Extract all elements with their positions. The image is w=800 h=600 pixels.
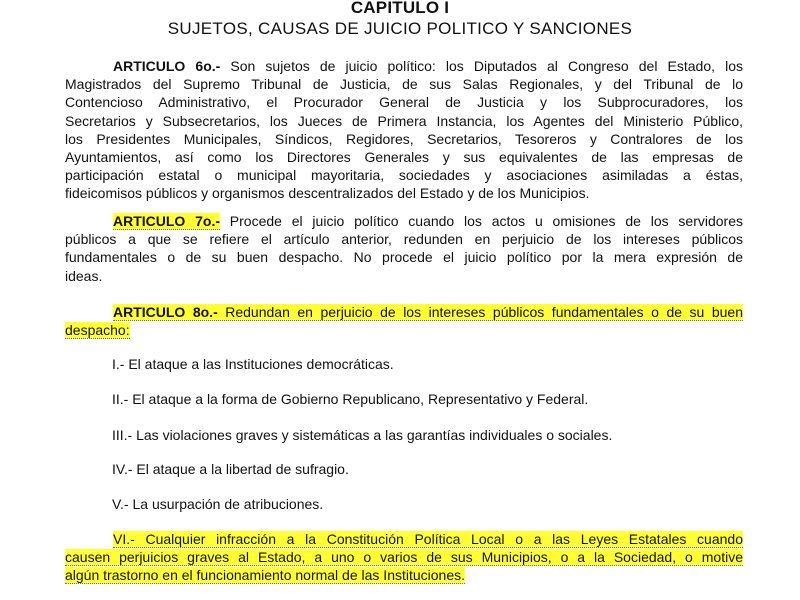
article-6-line: fideicomisos públicos y organismos descentralizados del Estado y de los Municipios. <box>65 185 590 202</box>
article-7-line: fundamentales o de su buen despacho. No procede el juicio político por la mera expresión de <box>65 249 743 266</box>
fraccion-vi-line: VI.- Cualquier infracción a la Constitución Política Local o a las Leyes Estatales cuando <box>113 531 743 547</box>
fraccion-ii: II.- El ataque a la forma de Gobierno Republicano, Representativo y Federal. <box>112 391 589 407</box>
article-7-paragraph <box>65 212 743 285</box>
fraccion-iii: III.- Las violaciones graves y sistemáticas a las garantías individuales o sociales. <box>112 427 613 443</box>
article-6-line: Contencioso Administrativo, el Procurador General de Justicia y los Subprocuradores, los <box>65 94 743 111</box>
fraccion-i: I.- El ataque a las Instituciones democráticas. <box>112 356 394 372</box>
article-7-label: ARTICULO 7o.- <box>113 213 221 229</box>
article-6-paragraph <box>65 57 743 203</box>
article-8-paragraph <box>65 303 743 339</box>
article-6-line: Ayuntamientos, así como los Directores Generales y sus equivalentes de las empresas de <box>65 149 743 166</box>
fraccion-vi-line: algún trastorno en el funcionamiento normal de las Instituciones. <box>65 567 466 584</box>
article-6-label: ARTICULO 6o.- <box>113 58 221 74</box>
fraccion-vi-paragraph <box>65 530 743 585</box>
article-7-line: ideas. <box>65 267 103 284</box>
article-6-line: los Presidentes Municipales, Síndicos, Regidores, Secretarios, Tesoreros y Contralores de los <box>65 130 743 147</box>
fraccion-iv: IV.- El ataque a la libertad de sufragio. <box>112 461 349 477</box>
article-7-line: ARTICULO 7o.- Procede el juicio político cuando los actos u omisiones de los servidores <box>113 213 743 229</box>
article-8-label: ARTICULO 8o.- <box>113 304 218 320</box>
article-6-line: participación estatal o municipal mayoritaria, sociedades y asociaciones asimiladas a éstas, <box>65 167 743 184</box>
fraccion-vi-line: causen perjuicios graves al Estado, a uno o varios de sus Municipios, o a la Sociedad, o motive <box>65 549 743 566</box>
article-8-line: despacho: <box>65 322 130 339</box>
fraccion-v: V.- La usurpación de atribuciones. <box>112 496 324 512</box>
article-6-line: ARTICULO 6o.- Son sujetos de juicio político: los Diputados al Congreso del Estado, los <box>113 58 743 74</box>
chapter-subtitle: SUJETOS, CAUSAS DE JUICIO POLITICO Y SANCIONES <box>167 19 633 38</box>
chapter-title: CAPITULO I <box>350 0 450 17</box>
article-7-line: públicos a que se refiere el artículo anterior, redunden en perjuicio de los intereses públicos <box>65 231 743 248</box>
article-6-line: Secretarios y Subsecretarios, los Jueces de Primera Instancia, los Agentes del Ministerio Público, <box>65 112 743 129</box>
article-8-line: ARTICULO 8o.- Redundan en perjuicio de los intereses públicos fundamentales o de su buen <box>113 304 743 320</box>
article-6-line: Magistrados del Supremo Tribunal de Justicia, de sus Salas Regionales, y del Tribunal de lo <box>65 76 743 93</box>
